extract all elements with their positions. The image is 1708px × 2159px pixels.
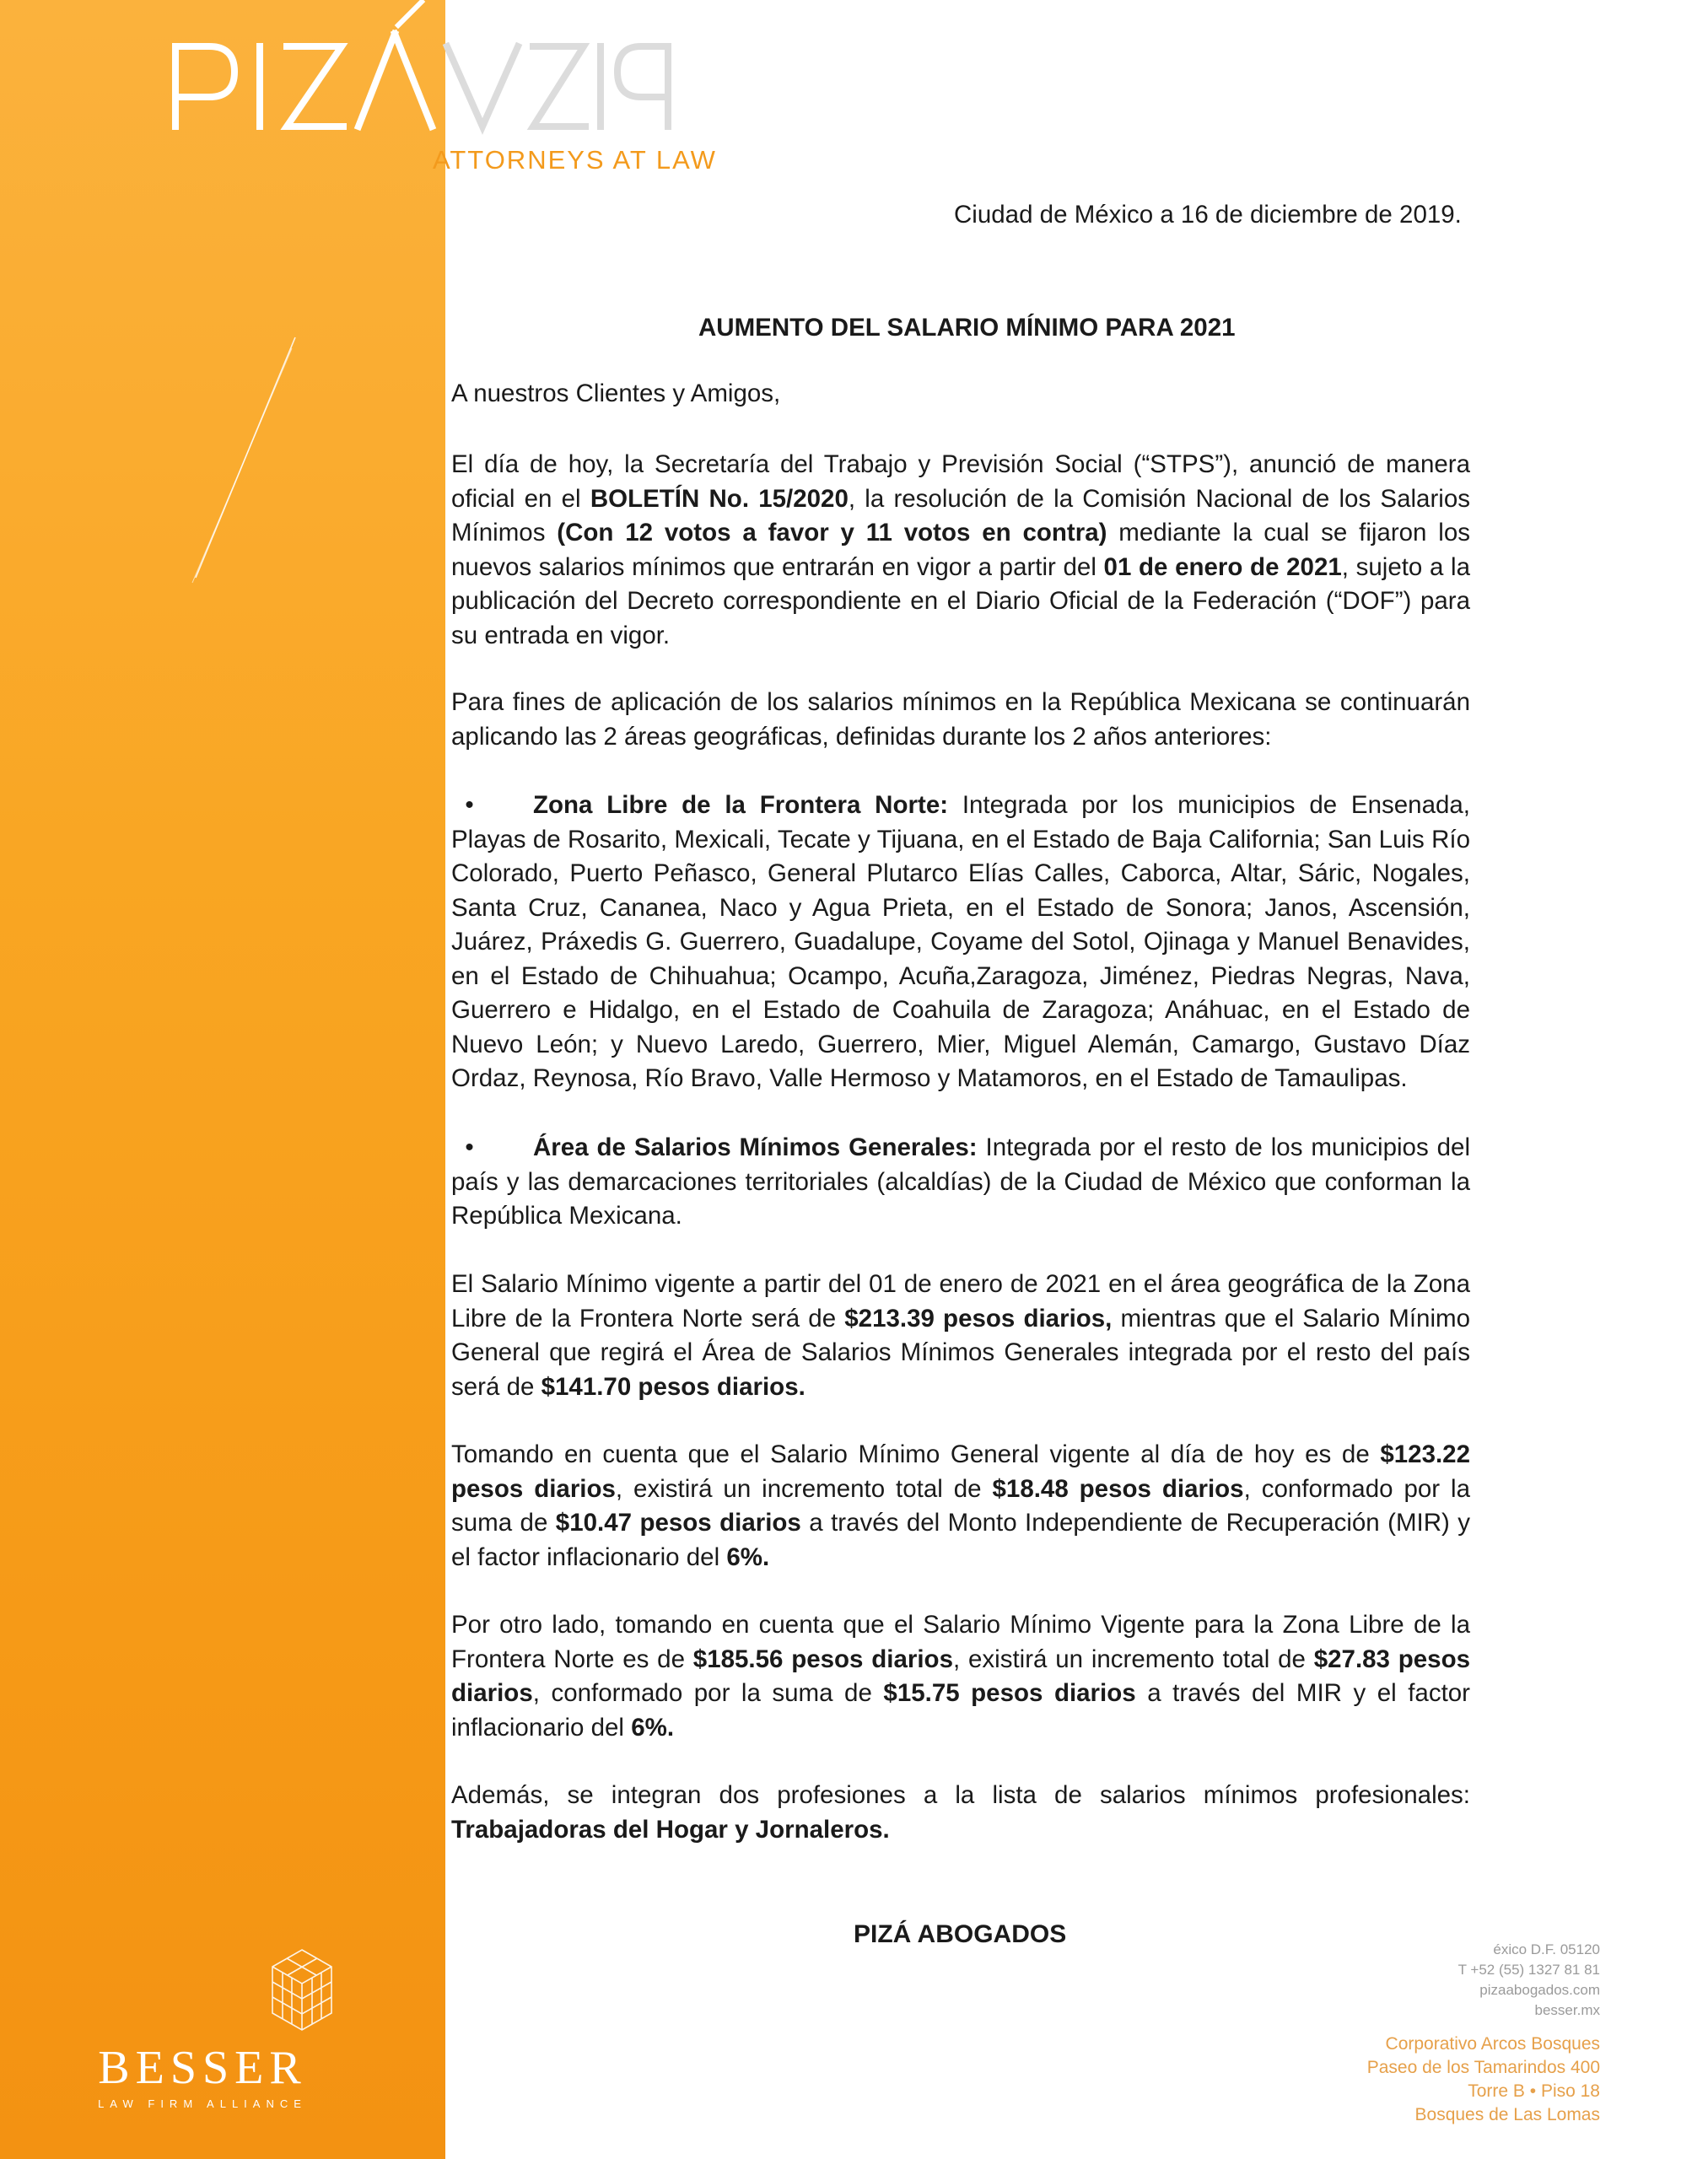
paragraph-areas: Para fines de aplicación de los salarios mínimos en la República Mexicana se continuarán aplicando las 2 áreas geográficas, definidas durante los 2 años anteriores: bbox=[451, 688, 1470, 751]
bullet-dot: • bbox=[465, 1133, 474, 1161]
letter-title: AUMENTO DEL SALARIO MÍNIMO PARA 2021 bbox=[698, 314, 1236, 342]
contact-line: besser.mx bbox=[1534, 2002, 1600, 2018]
paragraph-intro: El día de hoy, la Secretaría del Trabajo y Previsión Social (“STPS”), anunció de manera oficial en el BOLETÍN No. 15/2020, la resolución de la Comisión Nacional de los Salarios Mínimos (Con 12 votos a favor y 11 votos en contra) mediante la cual se fijaron los nuevos salarios mínimos que entrarán en vigor a partir del 01 de enero de 2021, sujeto a la publicación del Decreto correspondiente en el Diario Oficial de la Federación (“DOF”) para su entrada en vigor. bbox=[451, 450, 1470, 649]
contact-line: éxico D.F. 05120 bbox=[1493, 1941, 1600, 1957]
bullet-area-general: • Área de Salarios Mínimos Generales: Integrada por el resto de los municipios del país y las demarcaciones territoriales (alcaldías) de la Ciudad de México que conforman la República Mexicana. bbox=[451, 1131, 1470, 1234]
orange-sidebar bbox=[0, 0, 445, 2159]
contact-line: T +52 (55) 1327 81 81 bbox=[1457, 1962, 1600, 1978]
logo-subtitle: ATTORNEYS AT LAW bbox=[433, 145, 717, 175]
contact-line: pizaabogados.com bbox=[1479, 1982, 1600, 1998]
paragraph-border-increase: Por otro lado, tomando en cuenta que el Salario Mínimo Vigente para la Zona Libre de la Frontera Norte es de $185.56 pesos diarios, existirá un incremento total de $27.83 pesos diarios, conformado por la suma de $15.75 pesos diarios a través del MIR y el factor inflacionario del 6%. bbox=[451, 1611, 1471, 1742]
paragraph-new-salaries: El Salario Mínimo vigente a partir del 01 de enero de 2021 en el área geográfica de la Zona Libre de la Frontera Norte será de $213.39 pesos diarios, mientras que el Salario Mínimo General que regirá el Área de Salarios Mínimos Generales integrada por el resto del país será de $141.70 pesos diarios. bbox=[451, 1270, 1470, 1401]
address-line: Paseo de los Tamarindos 400 bbox=[1366, 2058, 1600, 2077]
bullet-dot: • bbox=[465, 791, 474, 819]
besser-tagline: LAW FIRM ALLIANCE bbox=[98, 2097, 307, 2110]
paragraph-professions: Además, se integran dos profesiones a la lista de salarios mínimos profesionales: Trabajadoras del Hogar y Jornaleros. bbox=[451, 1781, 1470, 1844]
besser-logo-text: BESSER bbox=[98, 2042, 307, 2094]
footer-contact bbox=[1458, 1940, 1600, 2021]
footer-address bbox=[1367, 2032, 1600, 2127]
address-line: Torre B • Piso 18 bbox=[1468, 2081, 1600, 2101]
address-line: Bosques de Las Lomas bbox=[1414, 2105, 1600, 2124]
letter-date: Ciudad de México a 16 de diciembre de 2019. bbox=[954, 201, 1462, 229]
decorative-lines bbox=[186, 333, 304, 586]
paragraph-general-increase: Tomando en cuenta que el Salario Mínimo General vigente al día de hoy es de $123.22 pesos diarios, existirá un incremento total de $18.48 pesos diarios, conformado por la suma de $10.47 pesos diarios a través del Monto Independiente de Recuperación (MIR) y el factor inflacionario del 6%. bbox=[451, 1440, 1471, 1571]
address-line: Corporativo Arcos Bosques bbox=[1385, 2034, 1600, 2054]
letter-greeting: A nuestros Clientes y Amigos, bbox=[451, 380, 781, 407]
besser-cube-icon bbox=[268, 1946, 336, 2038]
signature: PIZÁ ABOGADOS bbox=[854, 1920, 1067, 1948]
bullet-zona-libre: • Zona Libre de la Frontera Norte: Integrada por los municipios de Ensenada, Playas de Rosarito, Mexicali, Tecate y Tijuana, en el Estado de Baja California; San Luis Río Colorado, Puerto Peñasco, General Plutarco Elías Calles, Caborca, Altar, Sáric, Nogales, Santa Cruz, Cananea, Naco y Agua Prieta, en el Estado de Sonora; Janos, Ascensión, Juárez, Práxedis G. Guerrero, Guadalupe, Coyame del Sotol, Ojinaga y Manuel Benavides, en el Estado de Chihuahua; Ocampo, Acuña,Zaragoza, Jiménez, Piedras Negras, Nava, Guerrero e Hidalgo, en el Estado de Coahuila de Zaragoza; Anáhuac, en el Estado de Nuevo León; y Nuevo Laredo, Guerrero, Mier, Miguel Alemán, Camargo, Gustavo Díaz Ordaz, Reynosa, Río Bravo, Valle Hermoso y Matamoros, en el Estado de Tamaulipas. bbox=[451, 789, 1470, 1096]
